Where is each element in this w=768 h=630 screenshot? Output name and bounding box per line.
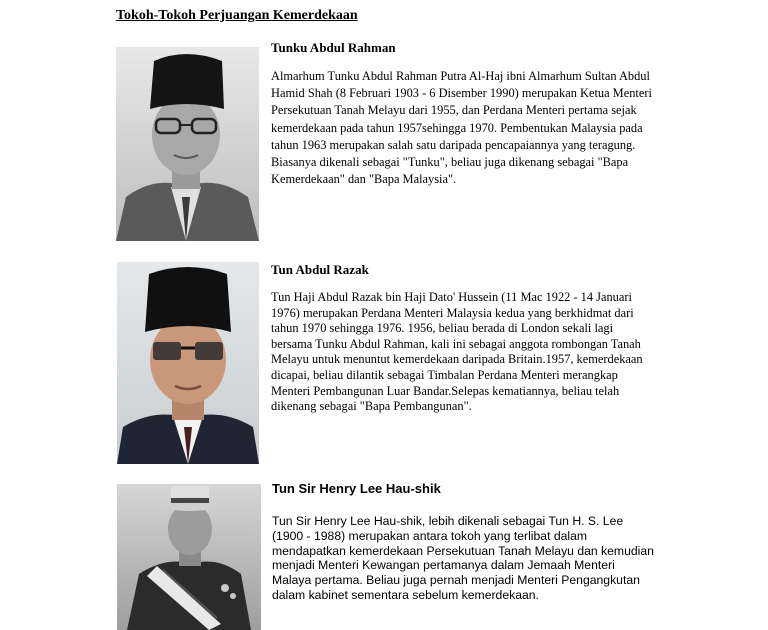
figure-bio: Tun Sir Henry Lee Hau-shik, lebih dikenali sebagai Tun H. S. Lee (1900 - 1988) merupakan antara tokoh yang terlibat dalam mendapatkan kemerdekaan Persekutuan Tanah Melayu dan kemudian menjadi Menteri Kewangan pertamanya dalam Jemaah Menteri Malaya pertama. Beliau juga pernah menjadi Menteri Pengangkutan dalam kabinet sementara sebelum kemerdekaan. bbox=[272, 514, 654, 602]
figure-name: Tunku Abdul Rahman bbox=[271, 40, 396, 55]
figure-bio: Tun Haji Abdul Razak bin Haji Dato' Hussein (11 Mac 1922 - 14 Januari 1976) merupakan Perdana Menteri Malaysia kedua yang berkhidmat dari tahun 1970 sehingga 1976. 1956, beliau berada di London sekali lagi bersama Tunku Abdul Rahman, kali ini sebagai anggota rombongan Tanah Melayu untuk menuntut kemerdekaan daripada Britain.1957, kemerdekaan dicapai, beliau dilantik sebagai Timbalan Perdana Menteri merangkap Menteri Pembangunan Luar Bandar.Selepas kematiannya, beliau telah dikenang sebagai "Bapa Pembangunan". bbox=[271, 290, 643, 414]
figure-name: Tun Sir Henry Lee Hau-shik bbox=[272, 481, 441, 496]
figure-name: Tun Abdul Razak bbox=[271, 262, 369, 277]
portrait-tun-abdul-razak bbox=[117, 262, 259, 464]
page-title: Tokoh-Tokoh Perjuangan Kemerdekaan bbox=[116, 8, 358, 23]
portrait-tunku-abdul-rahman bbox=[116, 47, 259, 241]
portrait-tun-henry-lee-hau-shik bbox=[117, 484, 261, 630]
figure-bio: Almarhum Tunku Abdul Rahman Putra Al-Haj ibni Almarhum Sultan Abdul Hamid Shah (8 Februari 1903 - 6 Disember 1990) merupakan Ketua Menteri Persekutuan Tanah Melayu dari 1955, dan Perdana Menteri pertama sejak kemerdekaan pada tahun 1957sehingga 1970. Pembentukan Malaysia pada tahun 1963 merupakan salah satu daripada pencapaiannya yang teragung. Biasanya dikenali sebagai "Tunku", beliau juga dikenang sebagai "Bapa Kemerdekaan" dan "Bapa Malaysia". bbox=[271, 69, 652, 187]
